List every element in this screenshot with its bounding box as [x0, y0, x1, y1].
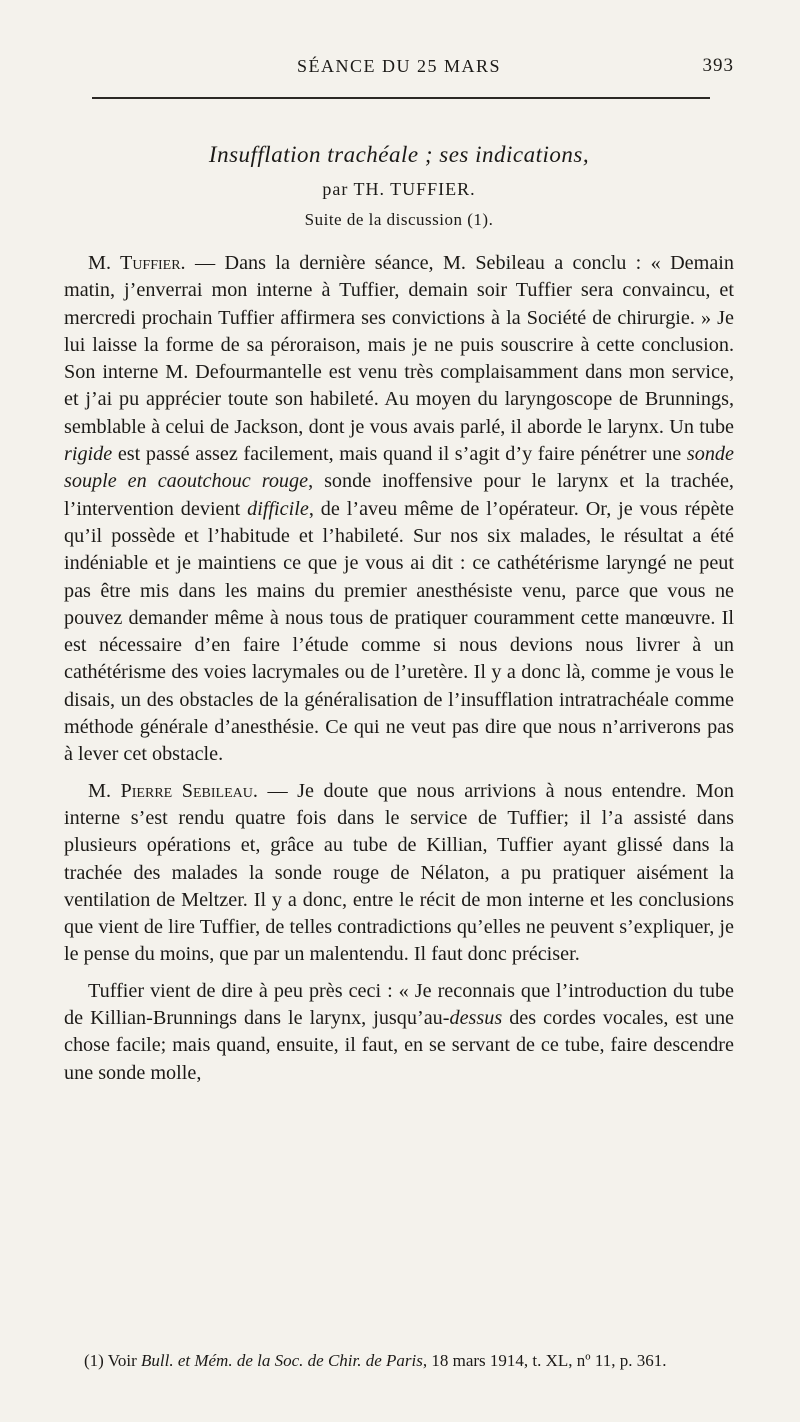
header-rule: [92, 97, 710, 99]
article-body: [64, 250, 734, 1087]
paragraph-text: , sonde inoffensive pour le larynx et la trachée, l’intervention devient: [64, 470, 734, 520]
footnote-part: , 18 mars 1914, t. XL, nº 11, p. 361.: [422, 1351, 667, 1370]
paragraph-sebileau: [64, 778, 734, 969]
footnote-part: (1) Voir: [84, 1351, 141, 1370]
footnote-citation: Bull. et Mém. de la Soc. de Chir. de Paris: [141, 1351, 423, 1370]
emphasis-text: dessus: [449, 1007, 503, 1030]
paragraph-text: des cordes vocales, est une chose facile; mais quand, ensuite, il faut, en se servant de ce tube, faire descendre une sonde molle,: [64, 1007, 734, 1084]
speaker-name: M. Tuffier.: [88, 252, 186, 274]
emphasis-text: sonde souple en caoutchouc rouge: [64, 443, 734, 493]
running-title: SÉANCE DU 25 MARS: [296, 56, 502, 76]
paragraph-text: — Dans la dernière séance, M. Sebileau a conclu : « Demain matin, j’enverrai mon interne à Tuffier, demain soir Tuffier sera convaincu, et mercredi prochain Tuffier affirmera ses convictions à la Société de chirurgie. » Je lui laisse la forme de sa péroraison, mais je ne puis souscrire à cette conclusion. Son interne M. Defourmantelle est venu très complaisamment dans mon service, et j’ai pu apprécier toute son habileté. Au moyen du laryngoscope de Brunnings, semblable à celui de Jackson, dont je vous avais parlé, il aborde le larynx. Un tube: [64, 252, 734, 438]
page-number: 393: [702, 55, 734, 76]
paragraph-text: Tuffier vient de dire à peu près ceci : « Je reconnais que l’introduction du tube de Killian-Brunnings dans le larynx, jusqu’au-: [64, 979, 734, 1030]
paragraph-text: , de l’aveu même de l’opérateur. Or, je vous répète qu’il possède et l’habitude et l’habileté. Sur nos six malades, le résultat a été indéniable et je maintiens ce que je vous ai dit : ce cathétérisme laryngé ne peut pas être mis dans les mains du premier anesthésiste venu, parce que vous ne pouvez demander même à nous tous de pratiquer couramment cette manœuvre. Il est nécessaire d’en faire l’étude comme si nous devions nous livrer à un cathétérisme des voies lacrymales ou de l’uretère. Il y a donc là, comme je vous le disais, un des obstacles de la généralisation de l’insufflation intratrachéale comme méthode générale d’anesthésie. Ce qui ne veut pas dire que nous n’arriverons pas à lever cet obstacle.: [64, 497, 734, 766]
paragraph-text: — Je doute que nous arrivions à nous entendre. Mon interne s’est rendu quatre fois dans le service de Tuffier; il l’a assisté dans plusieurs opérations et, grâce au tube de Killian, Tuffier ayant glissé dans la trachée des malades la sonde rouge de Nélaton, a pu pratiquer aisément la ventilation de Meltzer. Il y a donc, entre le récit de mon interne et les conclusions que vient de lire Tuffier, de telles contradictions qu’elles ne peuvent s’expliquer, je le pense du moins, que par un malentendu. Il faut donc préciser.: [64, 779, 734, 966]
page-header: [64, 52, 734, 84]
article-subtitle: Suite de la discussion (1).: [304, 210, 494, 229]
emphasis-text: difficile: [247, 497, 309, 520]
footnote-text: [64, 1349, 734, 1373]
emphasis-text: rigide: [64, 443, 113, 466]
footnote: [64, 1349, 734, 1373]
article-author: par TH. TUFFIER.: [322, 179, 476, 199]
paragraph-tuffier: [64, 250, 734, 769]
paragraph-continuation: [64, 978, 734, 1087]
article-title: Insufflation trachéale ; ses indications,: [208, 142, 590, 167]
paragraph-text: est passé assez facilement, mais quand il s’agit d’y faire pénétrer une: [112, 443, 687, 466]
speaker-name: M. Pierre Sebileau.: [88, 779, 258, 802]
